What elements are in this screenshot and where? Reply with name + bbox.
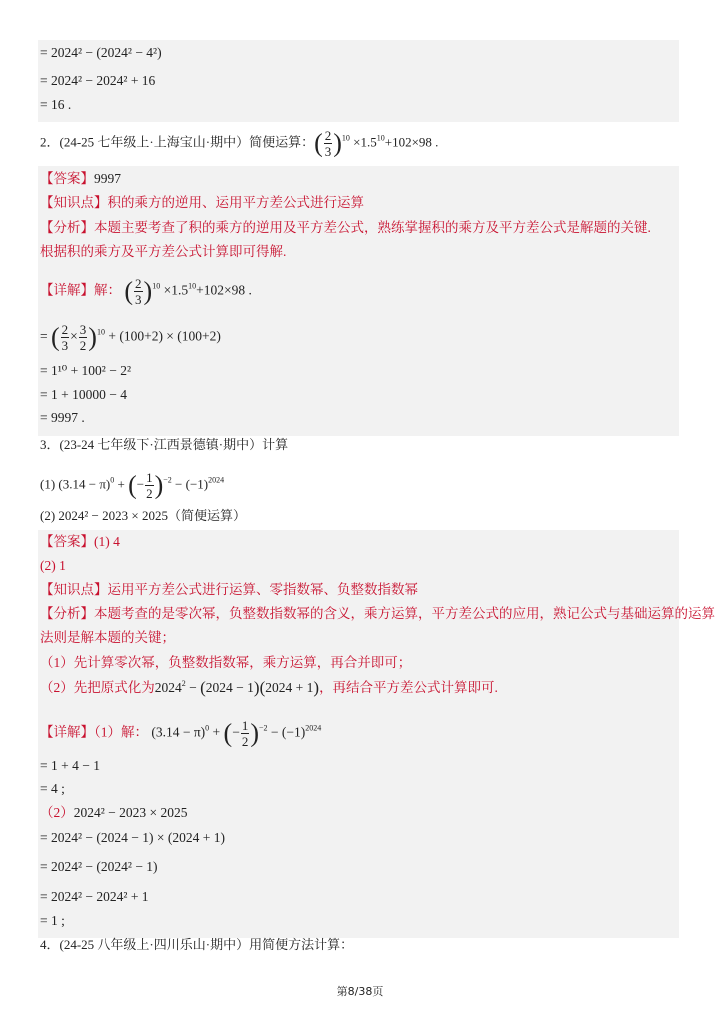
math-line: = 16 .: [40, 97, 72, 112]
math-line: = 2024² − 2024² + 1: [40, 889, 149, 904]
math-line: （2）2024² − 2023 × 2025: [40, 805, 188, 820]
answer-line: (2) 1: [40, 558, 66, 573]
question-3-part-1: (1) $(3.14 - \pi)^0$ + (− $\frac{1}{2}$ )$^{-2} - (-1)^{2024}$: [40, 470, 225, 501]
math-line: = 2024² − 2024² + 16: [40, 73, 156, 88]
math-line: = 2024² − (2024² − 1): [40, 859, 158, 874]
math-line: = 1 + 10000 − 4: [40, 387, 127, 402]
analysis-step-1: （1）先计算零次幂，负整数指数幂，乘方运算，再合并即可；: [40, 655, 412, 670]
fraction: $\frac{2}{3}$: [324, 128, 332, 159]
analysis-cont: 法则是解本题的关键；: [40, 630, 175, 645]
detail-line: 【详解】（1）解： $(3.14 - \pi)^0$ + (− $\frac{1}{2}$ )$^{-2} - (-1)^{2024}$: [40, 718, 322, 749]
analysis: 【分析】本题主要考查了积的乘方的逆用及平方差公式，熟练掌握积的乘方及平方差公式是解题的关键.: [40, 220, 651, 235]
analysis: 【分析】本题考查的是零次幂，负整数指数幂的含义，乘方运算，平方差公式的应用，熟记公式与基础运算的运算: [40, 606, 715, 621]
page-number: 第8/38页: [336, 985, 384, 998]
answer-line: 【答案】9997: [40, 171, 121, 186]
math-line: = 4 ;: [40, 781, 65, 796]
math-line: = 2024² − (2024² − 4²): [40, 45, 162, 60]
math-line: = 2024² − (2024 − 1) × (2024 + 1): [40, 830, 225, 845]
question-3: 3．(23-24 七年级下·江西景德镇·期中）计算: [40, 437, 289, 452]
answer-line: 【答案】(1) 4: [40, 534, 120, 549]
analysis-step-2: （2）先把原式化为$2024^2 - (2024 - 1)(2024 + 1)$，再结合平方差公式计算即可.: [40, 678, 498, 697]
question-3-part-2: (2) 2024² − 2023 × 2025（简便运算）: [40, 508, 246, 523]
analysis-cont: 根据积的乘方及平方差公式计算即可得解.: [40, 244, 287, 259]
math-line: = 1 ;: [40, 913, 65, 928]
question-prefix: 2．(24-25 七年级上·上海宝山·期中）简便运算：: [40, 134, 315, 150]
question-2: 2．(24-25 七年级上·上海宝山·期中）简便运算：( $\frac{2}{3}$ )$^{10} \times 1.5^{10}+102\times 98$ .: [40, 128, 439, 159]
math-line: = ( $\frac{2}{3}$ × $\frac{3}{2}$ )$^{10}$ + (100+2) × (100+2): [40, 322, 221, 353]
knowledge-point: 【知识点】运用平方差公式进行运算、零指数幂、负整数指数幂: [40, 582, 418, 597]
detail-line: 【详解】解： ( $\frac{2}{3}$ )$^{10} \times 1.5^{10}+102\times 98$ .: [40, 276, 252, 307]
knowledge-point: 【知识点】积的乘方的逆用、运用平方差公式进行运算: [40, 195, 364, 210]
question-4: 4．(24-25 八年级上·四川乐山·期中）用简便方法计算：: [40, 937, 354, 952]
math-line: = 9997 .: [40, 410, 85, 425]
math-line: = 1¹⁰ + 100² − 2²: [40, 363, 132, 378]
math-line: = 1 + 4 − 1: [40, 758, 100, 773]
